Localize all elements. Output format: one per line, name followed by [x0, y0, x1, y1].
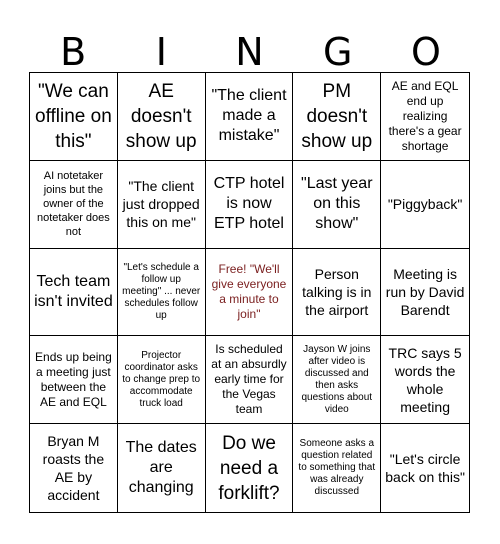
bingo-cell[interactable]: [381, 73, 469, 161]
cell-text: "Last year on this show": [301, 175, 373, 233]
cell-text: Person talking is in the airport: [302, 265, 372, 318]
cell-text: Bryan M roasts the AE by accident: [42, 433, 105, 504]
header-letter-n: N: [235, 30, 264, 74]
bingo-board: [29, 72, 470, 513]
header-letter-b: B: [60, 30, 87, 74]
bingo-cell[interactable]: [30, 249, 118, 337]
bingo-cell[interactable]: [206, 424, 294, 512]
cell-text: Projector coordinator asks to change prep to accommodate truck load: [122, 349, 201, 409]
bingo-cell[interactable]: [30, 336, 118, 424]
cell-text: "The client just dropped this on me": [122, 178, 200, 231]
cell-text: Jayson W joins after video is discussed and then asks questions about video: [301, 343, 373, 415]
bingo-header: [29, 24, 470, 72]
cell-text: "We can offline on this": [35, 80, 112, 152]
bingo-cell[interactable]: [118, 336, 206, 424]
bingo-cell[interactable]: [293, 73, 381, 161]
bingo-cell[interactable]: [293, 336, 381, 424]
cell-text: Do we need a forklift?: [218, 432, 280, 504]
cell-text: Ends up being a meeting just between the AE and EQL: [35, 349, 112, 409]
bingo-cell[interactable]: [30, 73, 118, 161]
bingo-cell[interactable]: [381, 424, 469, 512]
bingo-cell[interactable]: [30, 424, 118, 512]
bingo-cell[interactable]: [293, 424, 381, 512]
bingo-cell[interactable]: [118, 73, 206, 161]
cell-text: "Piggyback": [387, 196, 463, 213]
bingo-cell[interactable]: [118, 161, 206, 249]
cell-text: The dates are changing: [125, 439, 197, 497]
cell-text: TRC says 5 words the whole meeting: [388, 344, 462, 415]
bingo-cell[interactable]: [206, 161, 294, 249]
cell-text: AE and EQL end up realizing there's a gear shortage: [388, 78, 462, 153]
bingo-cell[interactable]: [118, 424, 206, 512]
cell-text: PM doesn't show up: [301, 80, 373, 152]
bingo-cell[interactable]: [381, 249, 469, 337]
header-letter-g: G: [322, 30, 353, 74]
bingo-cell[interactable]: [118, 249, 206, 337]
cell-text: Is scheduled at an absurdly early time for the Vegas team: [211, 342, 287, 417]
cell-text: "The client made a mistake": [211, 87, 287, 145]
bingo-cell[interactable]: [206, 73, 294, 161]
header-letter-o: O: [410, 30, 441, 74]
free-space-text: Free! "We'll give everyone a minute to join": [211, 261, 287, 321]
bingo-cell[interactable]: [293, 249, 381, 337]
cell-text: AE doesn't show up: [125, 80, 197, 152]
bingo-cell[interactable]: [206, 336, 294, 424]
cell-text: Tech team isn't invited: [34, 272, 113, 310]
cell-text: Meeting is run by David Barendt: [385, 265, 465, 318]
bingo-cell[interactable]: [293, 161, 381, 249]
bingo-cell[interactable]: [381, 336, 469, 424]
bingo-cell[interactable]: [381, 161, 469, 249]
cell-text: "Let's schedule a follow up meeting" ... never schedules follow up: [122, 261, 201, 321]
free-space-cell[interactable]: [206, 249, 294, 337]
cell-text: CTP hotel is now ETP hotel: [213, 175, 285, 233]
cell-text: AI notetaker joins but the owner of the notetaker does not: [37, 170, 110, 239]
bingo-cell[interactable]: [30, 161, 118, 249]
cell-text: "Let's circle back on this": [385, 451, 465, 486]
header-letter-i: I: [155, 30, 167, 74]
cell-text: Someone asks a question related to something that was already discussed: [298, 438, 376, 498]
